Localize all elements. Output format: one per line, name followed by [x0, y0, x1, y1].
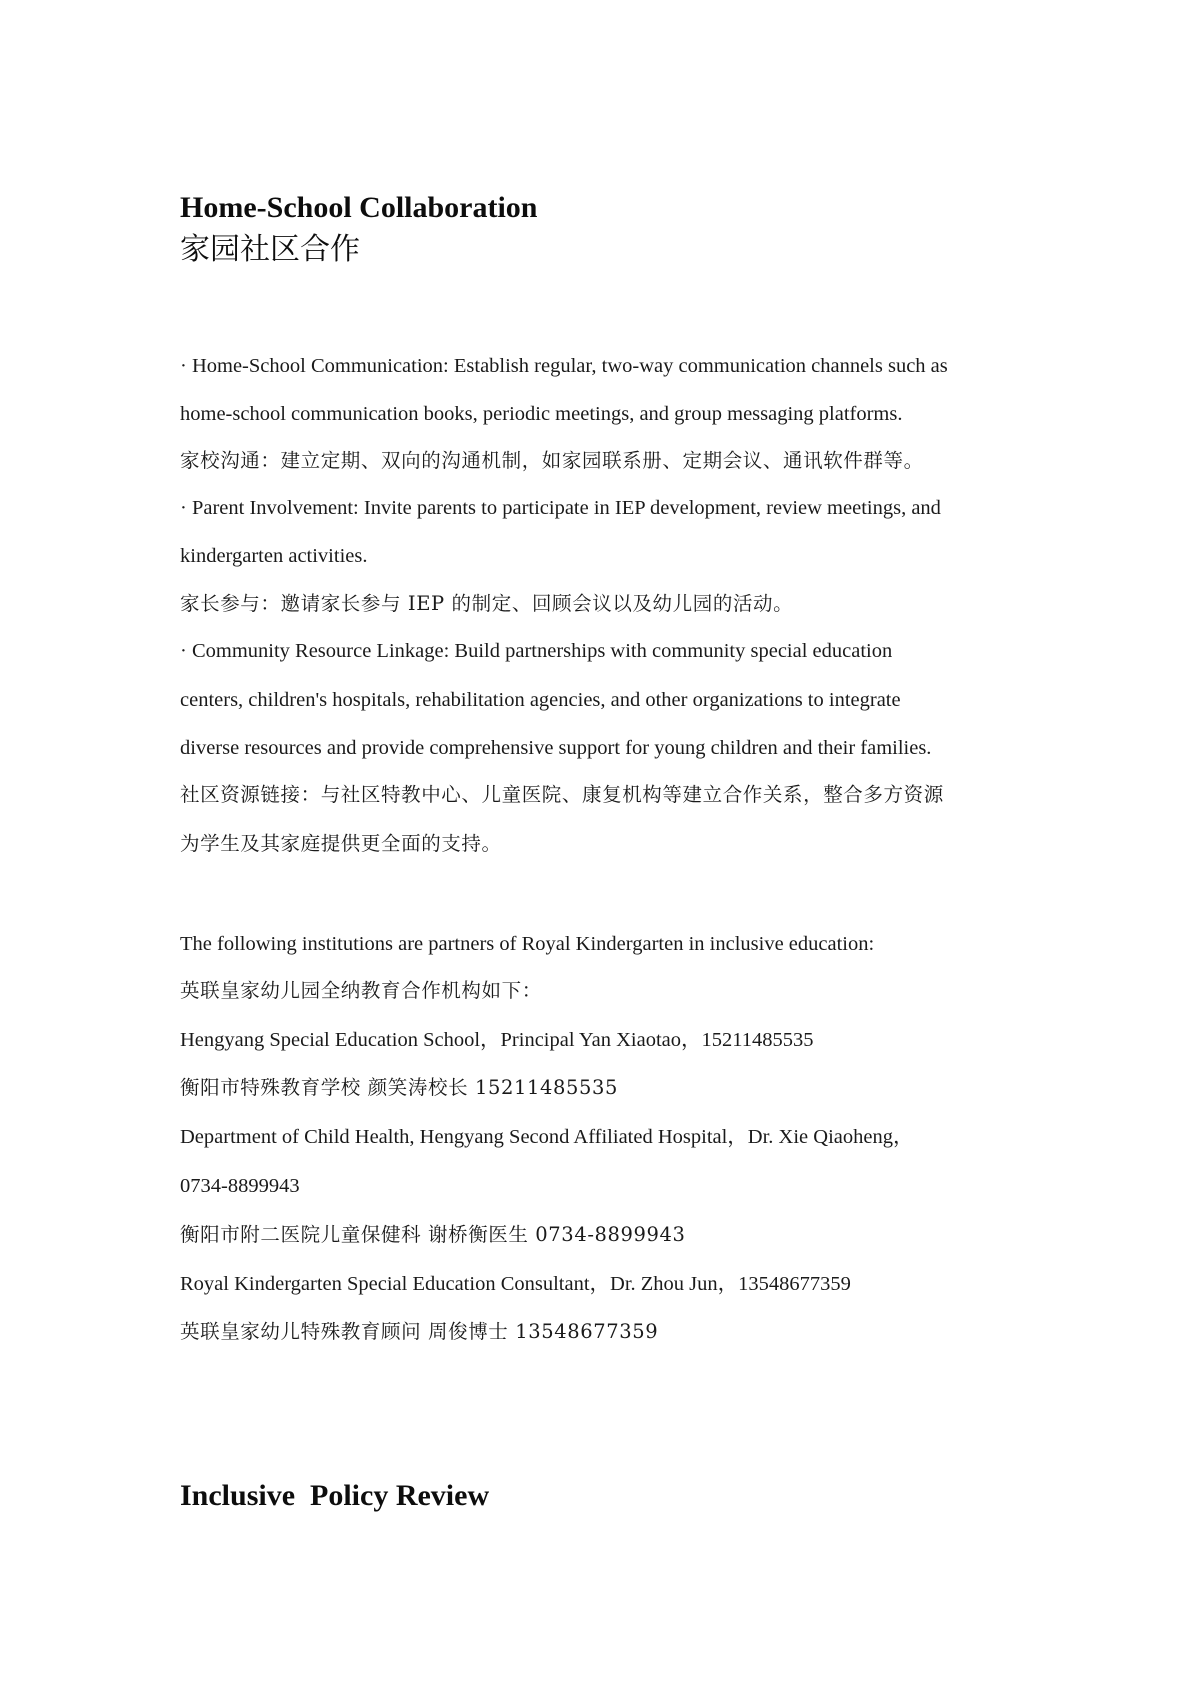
paragraph-line: centers, children's hospitals, rehabilitation agencies, and other organizations to integrate	[180, 689, 901, 711]
partners-intro-cn: 英联皇家幼儿园全纳教育合作机构如下：	[180, 979, 542, 1002]
paragraph-line: · Community Resource Linkage: Build partnerships with community special education	[180, 640, 893, 662]
paragraph-line: kindergarten activities.	[180, 545, 368, 567]
partners-intro: The following institutions are partners of Royal Kindergarten in inclusive education:	[180, 933, 875, 955]
paragraph-line: · Parent Involvement: Invite parents to participate in IEP development, review meetings, and	[180, 497, 941, 519]
paragraph-line-cn: 为学生及其家庭提供更全面的支持。	[180, 832, 502, 855]
section-title-en: Home-School Collaboration	[180, 191, 538, 224]
partner-entry: Department of Child Health, Hengyang Second Affiliated Hospital，Dr. Xie Qiaoheng，	[180, 1126, 914, 1148]
paragraph-line: · Home-School Communication: Establish regular, two-way communication channels such as	[180, 355, 948, 377]
partner-entry-cn: 英联皇家幼儿特殊教育顾问 周俊博士 13548677359	[180, 1320, 659, 1343]
paragraph-line: diverse resources and provide comprehensive support for young children and their families.	[180, 737, 932, 759]
section-title-en: Inclusive Policy Review	[180, 1479, 490, 1512]
paragraph-line-cn: 家长参与：邀请家长参与 IEP 的制定、回顾会议以及幼儿园的活动。	[180, 592, 794, 615]
section-title-cn: 家园社区合作	[180, 232, 360, 267]
partner-entry: Royal Kindergarten Special Education Consultant，Dr. Zhou Jun，13548677359	[180, 1273, 851, 1295]
paragraph-line: home-school communication books, periodic meetings, and group messaging platforms.	[180, 403, 903, 425]
paragraph-line-cn: 家校沟通：建立定期、双向的沟通机制，如家园联系册、定期会议、通讯软件群等。	[180, 449, 924, 472]
paragraph-line-cn: 社区资源链接：与社区特教中心、儿童医院、康复机构等建立合作关系，整合多方资源	[180, 783, 944, 806]
partner-entry: Hengyang Special Education School，Principal Yan Xiaotao，15211485535	[180, 1029, 814, 1051]
partner-entry-cn: 衡阳市附二医院儿童保健科 谢桥衡医生 0734-8899943	[180, 1223, 686, 1246]
partner-entry-cn: 衡阳市特殊教育学校 颜笑涛校长 15211485535	[180, 1076, 619, 1099]
partner-phone: 0734-8899943	[180, 1175, 300, 1197]
